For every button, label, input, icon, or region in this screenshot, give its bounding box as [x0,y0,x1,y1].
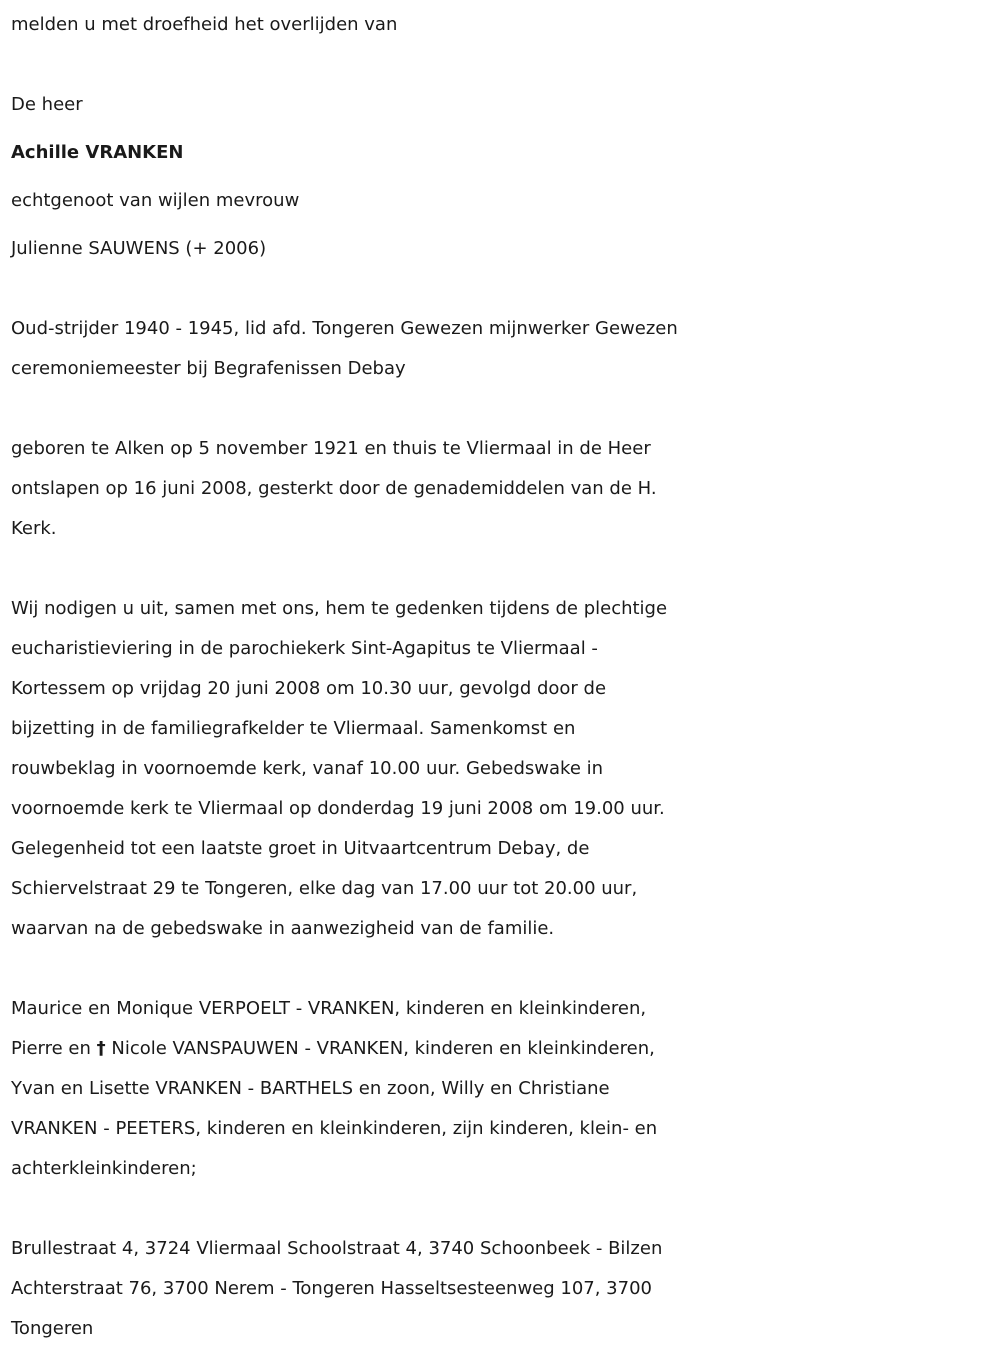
family-line-1: Maurice en Monique VERPOELT - VRANKEN, kinderen en kleinkinderen, [11,998,647,1019]
spouse-line-1: echtgenoot van wijlen mevrouw [11,190,300,211]
spacer [11,1189,991,1229]
service-line: Kortessem op vrijdag 20 juni 2008 om 10.30 uur, gevolgd door de [11,678,607,699]
service-paragraph [11,589,991,949]
intro-text: melden u met droefheid het overlijden van [11,14,398,35]
spacer [11,45,991,85]
obituary-document [11,5,991,1349]
occupation-line-2: ceremoniemeester bij Begrafenissen Debay [11,358,406,379]
family-line-2-after: Nicole VANSPAUWEN - VRANKEN, kinderen en kleinkinderen, [111,1038,655,1059]
family-line-3: Yvan en Lisette VRANKEN - BARTHELS en zoon, Willy en Christiane [11,1078,610,1099]
family-line-4: VRANKEN - PEETERS, kinderen en kleinkinderen, zijn kinderen, klein- en [11,1118,658,1139]
service-line: Schiervelstraat 29 te Tongeren, elke dag van 17.00 uur tot 20.00 uur, [11,878,638,899]
address-paragraph [11,1229,991,1349]
spacer [11,549,991,589]
spacer [11,173,991,181]
family-paragraph [11,989,991,1189]
spacer [11,269,991,309]
birth-line-2: ontslapen op 16 juni 2008, gesterkt door de genademiddelen van de H. [11,478,657,499]
spacer [11,221,991,229]
service-line: Gelegenheid tot een laatste groet in Uitvaartcentrum Debay, de [11,838,590,859]
deceased-name: Achille VRANKEN [11,142,184,163]
address-line-2: Achterstraat 76, 3700 Nerem - Tongeren Hasseltsesteenweg 107, 3700 [11,1278,652,1299]
salutation-text: De heer [11,94,83,115]
spacer [11,949,991,989]
spacer [11,125,991,133]
service-line: bijzetting in de familiegrafkelder te Vliermaal. Samenkomst en [11,718,576,739]
spouse-line-2: Julienne SAUWENS (+ 2006) [11,238,267,259]
service-line: Wij nodigen u uit, samen met ons, hem te gedenken tijdens de plechtige [11,598,668,619]
service-line: voornoemde kerk te Vliermaal op donderdag 19 juni 2008 om 19.00 uur. [11,798,665,819]
address-line-3: Tongeren [11,1318,94,1339]
family-line-2-before: Pierre en [11,1038,91,1059]
family-line-2 [11,1029,991,1069]
family-line-5: achterkleinkinderen; [11,1158,197,1179]
service-line: eucharistieviering in de parochiekerk Sint-Agapitus te Vliermaal - [11,638,598,659]
cross-icon: † [96,1038,106,1059]
address-line-1: Brullestraat 4, 3724 Vliermaal Schoolstraat 4, 3740 Schoonbeek - Bilzen [11,1238,663,1259]
occupation-line-1: Oud-strijder 1940 - 1945, lid afd. Tongeren Gewezen mijnwerker Gewezen [11,318,678,339]
service-line: rouwbeklag in voornoemde kerk, vanaf 10.00 uur. Gebedswake in [11,758,604,779]
birth-line-3: Kerk. [11,518,57,539]
service-line: waarvan na de gebedswake in aanwezigheid van de familie. [11,918,555,939]
birth-line-1: geboren te Alken op 5 november 1921 en thuis te Vliermaal in de Heer [11,438,651,459]
spacer [11,389,991,429]
